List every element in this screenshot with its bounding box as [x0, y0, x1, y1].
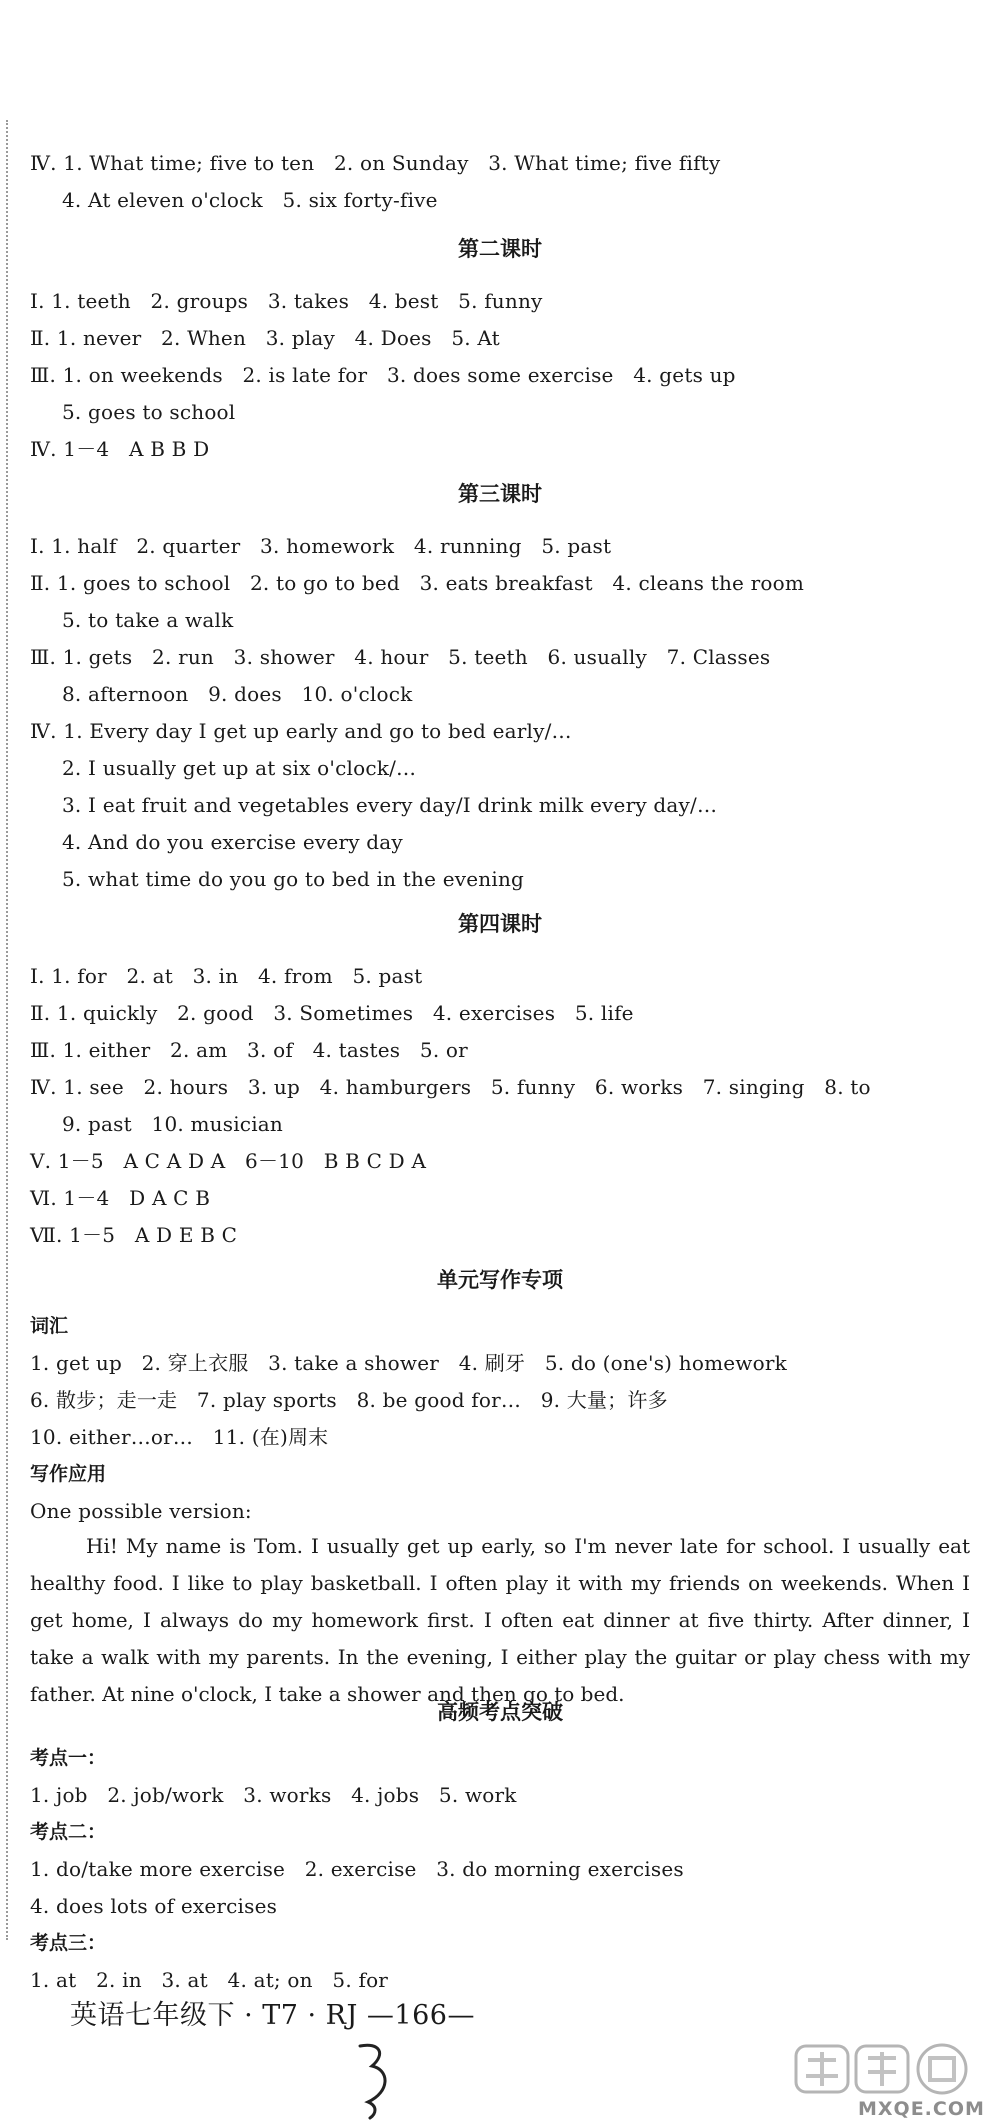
answer-line: 5. goes to school — [62, 400, 236, 424]
answer-line: Ⅳ. 1－4 A B B D — [30, 437, 210, 461]
section-heading: 单元写作专项 — [437, 1268, 563, 1292]
answer-line: Ⅳ. 1. see 2. hours 3. up 4. hamburgers 5. funny 6. works 7. singing 8. to — [30, 1075, 871, 1099]
sample-composition: Hi! My name is Tom. I usually get up early, so I'm never late for school. I usually eat healthy food. I like to play basketball. I often play it with my friends on weekends. When I get home, I always do my homework first. I often eat dinner at five thirty. After dinner, I take a walk with my parents. In the evening, I either play the guitar or play chess with my father. At nine o'clock, I take a shower and then go to bed. — [30, 1534, 970, 1706]
section-heading: 第三课时 — [458, 482, 542, 506]
answer-line: Ⅵ. 1－4 D A C B — [30, 1186, 211, 1210]
section-heading: 第四课时 — [458, 912, 542, 936]
answer-line: 3. I eat fruit and vegetables every day/I drink milk every day/… — [62, 793, 718, 817]
answer-line: 1. at 2. in 3. at 4. at; on 5. for — [30, 1968, 389, 1992]
answer-line: Ⅱ. 1. goes to school 2. to go to bed 3. eats breakfast 4. cleans the room — [30, 571, 805, 595]
answer-line: Ⅴ. 1－5 A C A D A 6－10 B B C D A — [30, 1149, 427, 1173]
subheading: 考点二： — [30, 1821, 107, 1843]
answer-line: Ⅳ. 1. What time; five to ten 2. on Sunday 3. What time; five fifty — [30, 151, 721, 175]
page-footer: 英语七年级下 · T7 · RJ —166— — [70, 2000, 475, 2031]
answer-line: Ⅰ. 1. for 2. at 3. in 4. from 5. past — [30, 964, 423, 988]
watermark-text: MXQE.COM — [858, 2098, 985, 2120]
subheading: 写作应用 — [30, 1463, 107, 1485]
answer-line: Ⅶ. 1－5 A D E B C — [30, 1223, 238, 1247]
answer-line: Ⅲ. 1. on weekends 2. is late for 3. does some exercise 4. gets up — [30, 363, 736, 387]
subheading: 考点三： — [30, 1932, 107, 1954]
answer-line: 9. past 10. musician — [62, 1112, 284, 1136]
answer-line: 10. either…or… 11. (在)周末 — [30, 1425, 329, 1449]
answer-line: 1. job 2. job/work 3. works 4. jobs 5. work — [30, 1783, 517, 1807]
answer-line: 1. do/take more exercise 2. exercise 3. do morning exercises — [30, 1857, 684, 1881]
answer-line: One possible version: — [30, 1499, 252, 1523]
answer-line: 2. I usually get up at six o'clock/… — [62, 756, 417, 780]
watermark-logo — [792, 2040, 992, 2100]
subheading: 考点一： — [30, 1747, 107, 1769]
answer-line: 5. what time do you go to bed in the evening — [62, 867, 525, 891]
answer-line: Ⅰ. 1. half 2. quarter 3. homework 4. running 5. past — [30, 534, 612, 558]
section-heading: 第二课时 — [458, 237, 542, 261]
answer-line: Ⅲ. 1. either 2. am 3. of 4. tastes 5. or — [30, 1038, 468, 1062]
handwritten-mark — [350, 2040, 400, 2120]
answer-line: Ⅳ. 1. Every day I get up early and go to bed early/… — [30, 719, 572, 743]
answer-line: 6. 散步；走一走 7. play sports 8. be good for… 9. 大量；许多 — [30, 1388, 668, 1412]
subheading: 词汇 — [30, 1315, 69, 1337]
answer-line: 4. At eleven o'clock 5. six forty-five — [62, 188, 438, 212]
answer-line: Ⅱ. 1. quickly 2. good 3. Sometimes 4. exercises 5. life — [30, 1001, 634, 1025]
answer-line: 4. And do you exercise every day — [62, 830, 403, 854]
answer-line: Ⅱ. 1. never 2. When 3. play 4. Does 5. At — [30, 326, 500, 350]
answer-line: Ⅲ. 1. gets 2. run 3. shower 4. hour 5. teeth 6. usually 7. Classes — [30, 645, 771, 669]
answer-line: 5. to take a walk — [62, 608, 234, 632]
binding-margin-dots — [6, 120, 8, 1940]
answer-line: 4. does lots of exercises — [30, 1894, 278, 1918]
answer-line: 1. get up 2. 穿上衣服 3. take a shower 4. 刷牙 5. do (one's) homework — [30, 1351, 787, 1375]
answer-line: Ⅰ. 1. teeth 2. groups 3. takes 4. best 5. funny — [30, 289, 543, 313]
answer-line: 8. afternoon 9. does 10. o'clock — [62, 682, 413, 706]
section-heading: 高频考点突破 — [437, 1700, 563, 1724]
